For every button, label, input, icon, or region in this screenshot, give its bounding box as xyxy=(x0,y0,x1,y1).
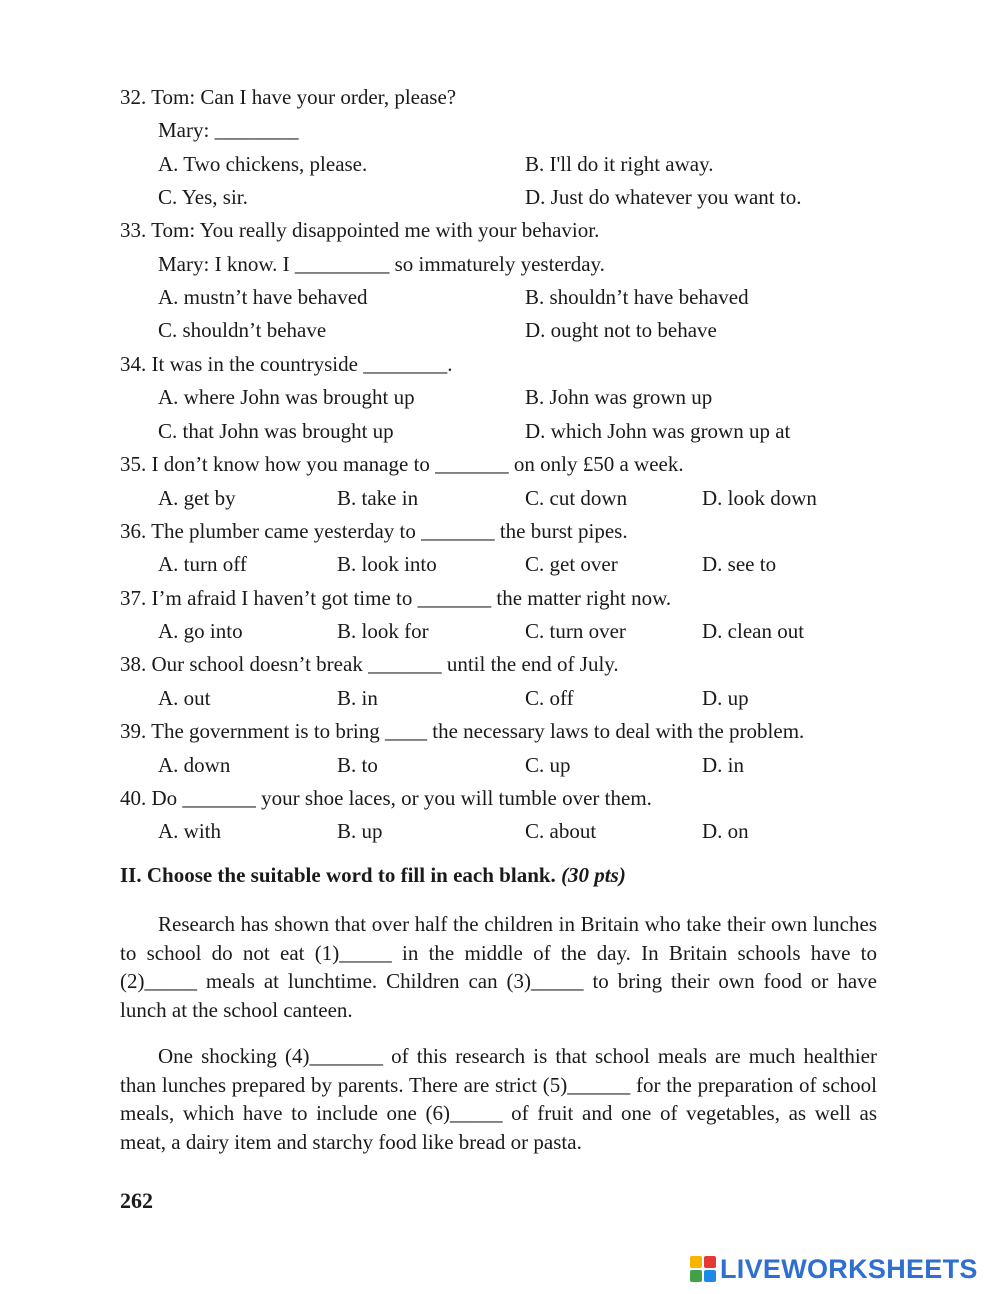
question-37-option-d: D. clean out xyxy=(702,619,805,643)
question-38-option-d: D. up xyxy=(702,686,749,710)
section-2-title: II. Choose the suitable word to fill in each blank. xyxy=(120,863,556,887)
question-36-stem: 36. The plumber came yesterday to _______ the burst pipes. xyxy=(120,519,628,543)
question-36-option-d: D. see to xyxy=(702,552,777,576)
page-number: 262 xyxy=(120,1188,153,1213)
question-34-stem: 34. It was in the countryside ________. xyxy=(120,352,453,376)
question-38-option-a: A. out xyxy=(158,686,211,710)
passage-paragraph-1: Research has shown that over half the children in Britain who take their own lunches to school do not eat (1)_____ in the middle of the day. In Britain schools have to (2)_____ meals at lunchtime. Children can (3)_____ to bring their own food or have lunch at the school canteen. xyxy=(120,912,877,1022)
question-32-option-c: C. Yes, sir. xyxy=(158,185,248,209)
section-2-points: (30 pts) xyxy=(561,863,626,887)
question-37-option-b: B. look for xyxy=(337,619,429,643)
question-32-option-b: B. I'll do it right away. xyxy=(525,152,714,176)
question-35-option-a: A. get by xyxy=(158,486,236,510)
question-38-stem: 38. Our school doesn’t break _______ until the end of July. xyxy=(120,652,619,676)
question-33-option-c: C. shouldn’t behave xyxy=(158,318,327,342)
question-34-option-a: A. where John was brought up xyxy=(158,385,415,409)
question-34-option-d: D. which John was grown up at xyxy=(525,419,791,443)
question-39-option-a: A. down xyxy=(158,753,231,777)
question-33-option-b: B. shouldn’t have behaved xyxy=(525,285,749,309)
question-38-option-b: B. in xyxy=(337,686,378,710)
liveworksheets-logo-icon xyxy=(690,1256,716,1282)
question-37-option-a: A. go into xyxy=(158,619,243,643)
liveworksheets-logo xyxy=(690,1254,978,1284)
question-36-option-a: A. turn off xyxy=(158,552,247,576)
question-33-dialogue: Mary: I know. I _________ so immaturely yesterday. xyxy=(158,252,605,276)
question-32-option-a: A. Two chickens, please. xyxy=(158,152,368,176)
question-36-option-b: B. look into xyxy=(337,552,437,576)
question-33-option-a: A. mustn’t have behaved xyxy=(158,285,368,309)
question-35-option-c: C. cut down xyxy=(525,486,628,510)
question-35-stem: 35. I don’t know how you manage to _______ on only £50 a week. xyxy=(120,452,684,476)
brand-name: LIVEWORKSHEETS xyxy=(720,1253,978,1284)
question-32-dialogue: Mary: ________ xyxy=(158,118,299,142)
section-2-heading xyxy=(120,863,626,888)
question-32-option-d: D. Just do whatever you want to. xyxy=(525,185,802,209)
question-40-option-c: C. about xyxy=(525,819,597,843)
question-40-option-d: D. on xyxy=(702,819,749,843)
question-34-option-c: C. that John was brought up xyxy=(158,419,394,443)
question-39-option-c: C. up xyxy=(525,753,571,777)
question-37-option-c: C. turn over xyxy=(525,619,626,643)
question-38-option-c: C. off xyxy=(525,686,574,710)
question-37-stem: 37. I’m afraid I haven’t got time to _______ the matter right now. xyxy=(120,586,672,610)
question-34-option-b: B. John was grown up xyxy=(525,385,713,409)
question-40-option-b: B. up xyxy=(337,819,383,843)
question-40-option-a: A. with xyxy=(158,819,221,843)
question-40-stem: 40. Do _______ your shoe laces, or you will tumble over them. xyxy=(120,786,652,810)
question-39-option-d: D. in xyxy=(702,753,744,777)
question-36-option-c: C. get over xyxy=(525,552,618,576)
question-33-stem: 33. Tom: You really disappointed me with your behavior. xyxy=(120,218,600,242)
question-33-option-d: D. ought not to behave xyxy=(525,318,717,342)
passage-paragraph-2: One shocking (4)_______ of this research is that school meals are much healthier than lunches prepared by parents. There are strict (5)______ for the preparation of school meals, which have to include one (6)_____ of fruit and one of vegetables, as well as meat, a dairy item and starchy food like bread or pasta. xyxy=(120,1044,877,1154)
question-35-option-b: B. take in xyxy=(337,486,419,510)
question-32-stem: 32. Tom: Can I have your order, please? xyxy=(120,85,457,109)
question-39-option-b: B. to xyxy=(337,753,378,777)
question-35-option-d: D. look down xyxy=(702,486,817,510)
question-39-stem: 39. The government is to bring ____ the necessary laws to deal with the problem. xyxy=(120,719,805,743)
